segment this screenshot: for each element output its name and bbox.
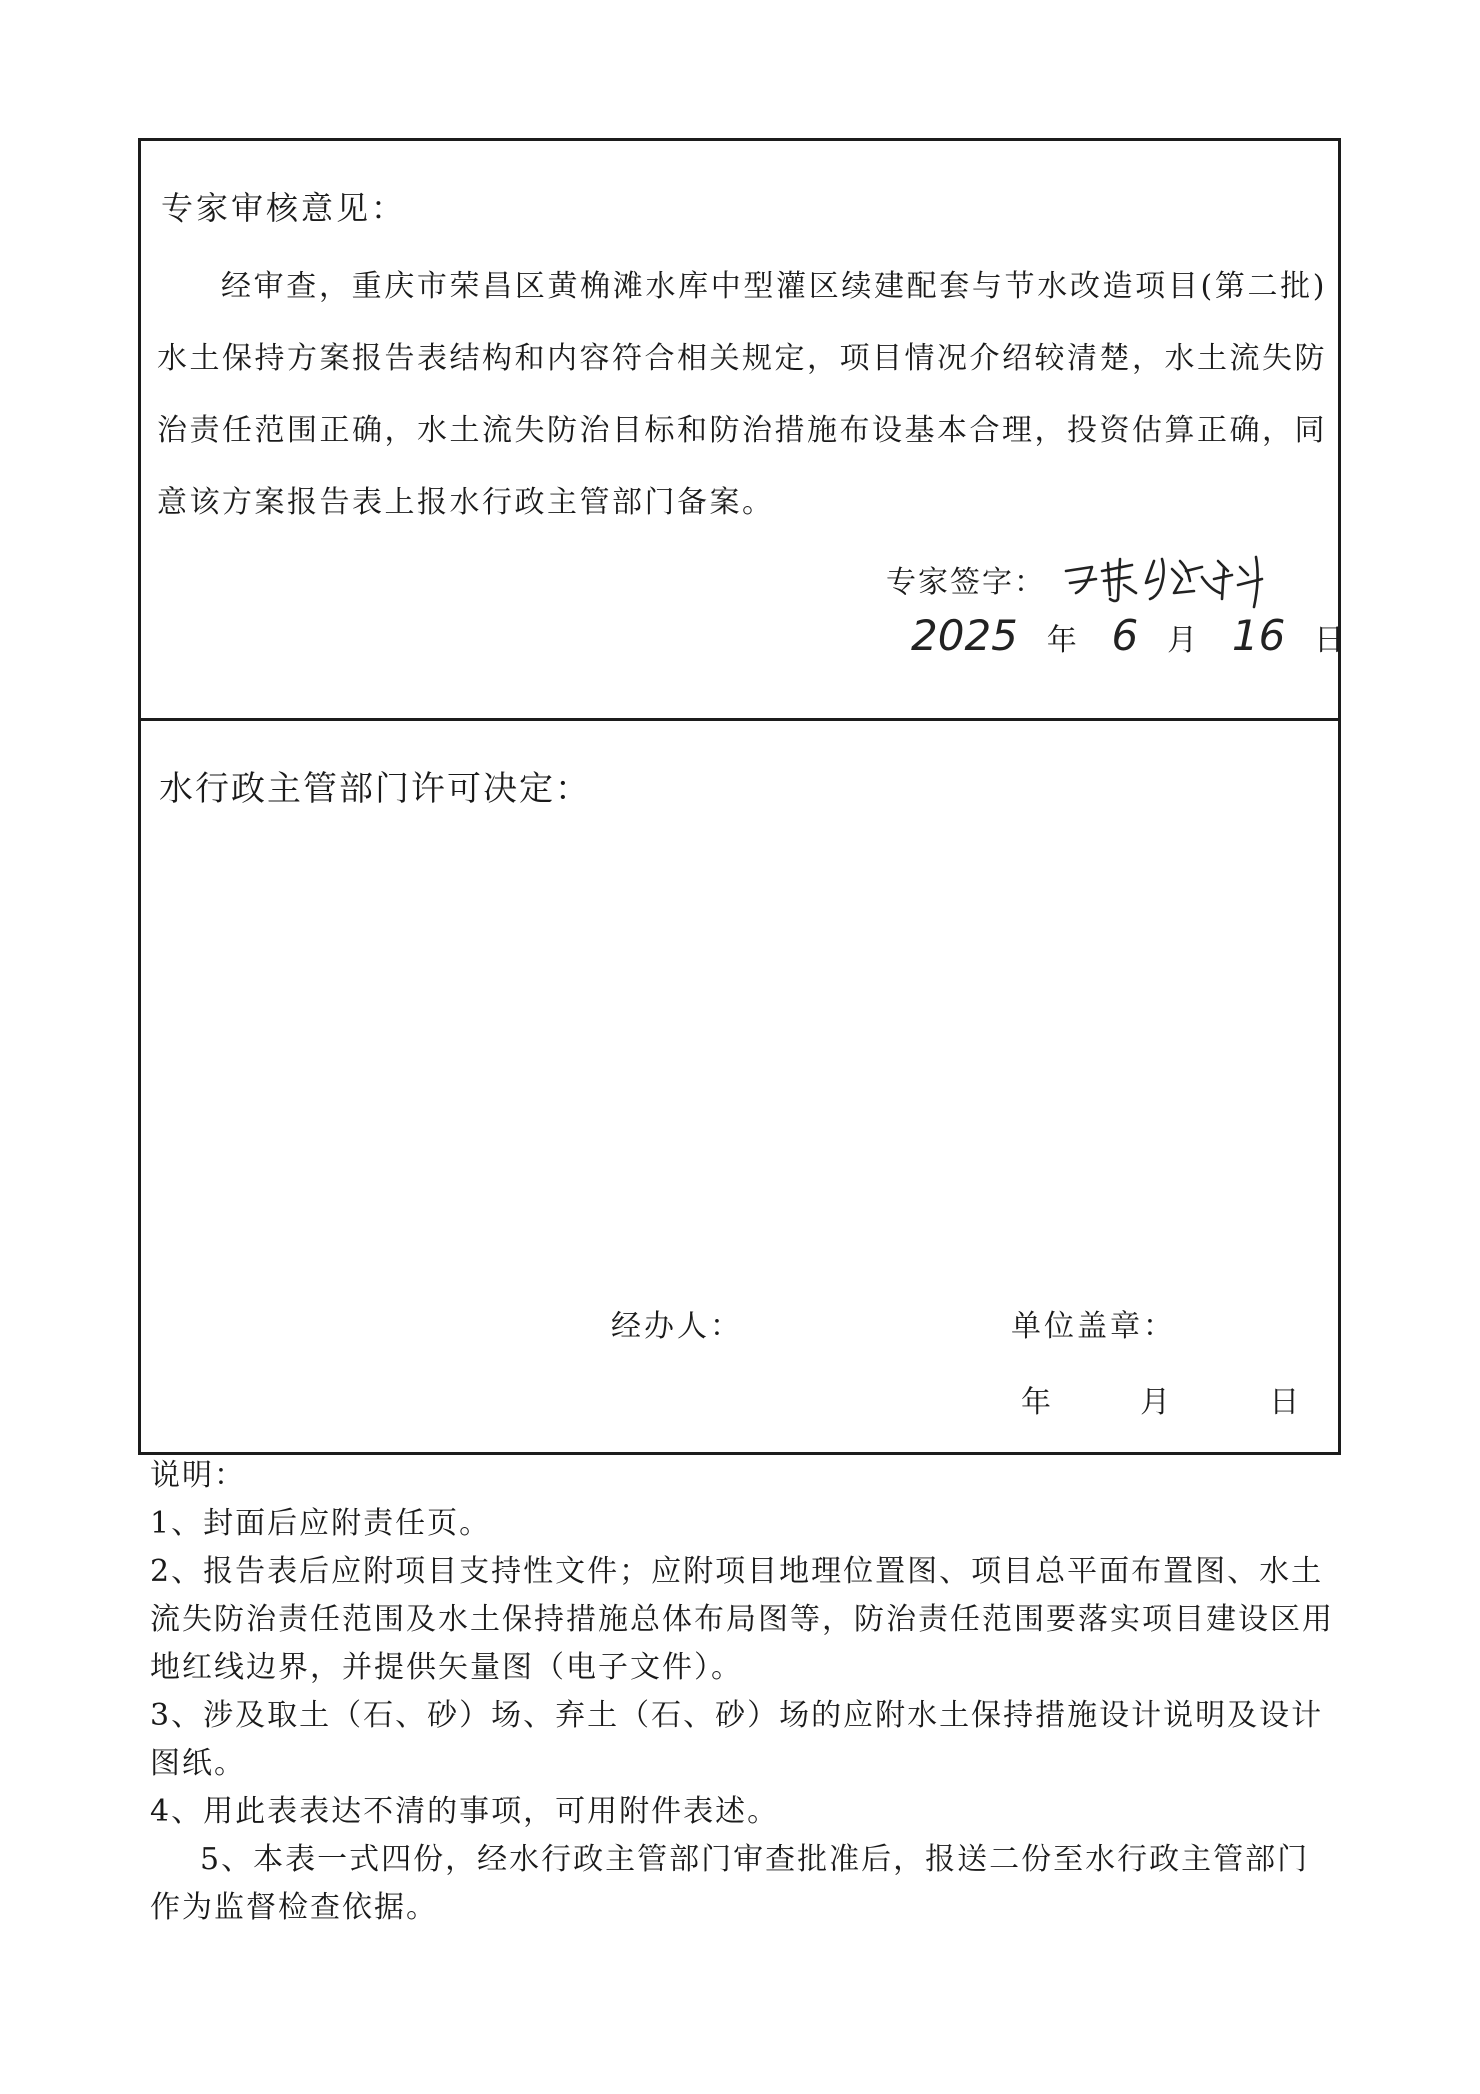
authority-decision-date <box>1021 1377 1299 1421</box>
note-item-2: 2、报告表后应附项目支持性文件；应附项目地理位置图、项目总平面布置图、水土流失防治责任范围及水土保持措施总体布局图等，防治责任范围要落实项目建设区用地红线边界，并提供矢量图（电子文件）。 <box>150 1554 1334 1685</box>
notes-section <box>150 1452 1340 1932</box>
blank-date-year-unit: 年 <box>1021 1385 1051 1420</box>
date-month-unit: 月 <box>1167 623 1198 658</box>
section-divider <box>141 718 1338 721</box>
note-item-5: 5、本表一式四份，经水行政主管部门审查批准后，报送二份至水行政主管部门作为监督检查依据。 <box>150 1842 1310 1925</box>
expert-review-date <box>911 611 1368 660</box>
handwritten-signature <box>1062 549 1282 609</box>
authority-decision-heading: 水行政主管部门许可决定： <box>159 769 591 809</box>
notes-title: 说明： <box>150 1458 246 1493</box>
note-item-1: 1、封面后应附责任页。 <box>150 1506 492 1541</box>
blank-date-month-unit: 月 <box>1140 1385 1171 1420</box>
date-year-unit: 年 <box>1046 623 1077 658</box>
date-month-handwritten: 6 <box>1111 611 1139 660</box>
expert-review-body: 经审查，重庆市荣昌区黄桷滩水库中型灌区续建配套与节水改造项目(第二批)水土保持方案报告表结构和内容符合相关规定，项目情况介绍较清楚，水土流失防治责任范围正确，水土流失防治目标和防治措施布设基本合理，投资估算正确，同意该方案报告表上报水行政主管部门备案。 <box>157 269 1327 520</box>
date-year-handwritten: 2025 <box>911 611 1018 660</box>
expert-signature-label: 专家签字： <box>886 565 1046 600</box>
expert-signature-line <box>886 549 1282 609</box>
blank-date-day-unit: 日 <box>1269 1385 1300 1420</box>
expert-review-heading: 专家审核意见： <box>161 189 407 227</box>
unit-seal-label: 单位盖章： <box>1011 1309 1176 1344</box>
handler-label: 经办人： <box>611 1309 743 1344</box>
date-day-unit: 日 <box>1314 623 1345 658</box>
note-item-3: 3、涉及取土（石、砂）场、弃土（石、砂）场的应附水土保持措施设计说明及设计图纸。 <box>150 1698 1324 1781</box>
note-item-4: 4、用此表表达不清的事项，可用附件表述。 <box>150 1794 780 1829</box>
date-day-handwritten: 16 <box>1231 611 1286 660</box>
approval-form-table <box>138 138 1345 1455</box>
